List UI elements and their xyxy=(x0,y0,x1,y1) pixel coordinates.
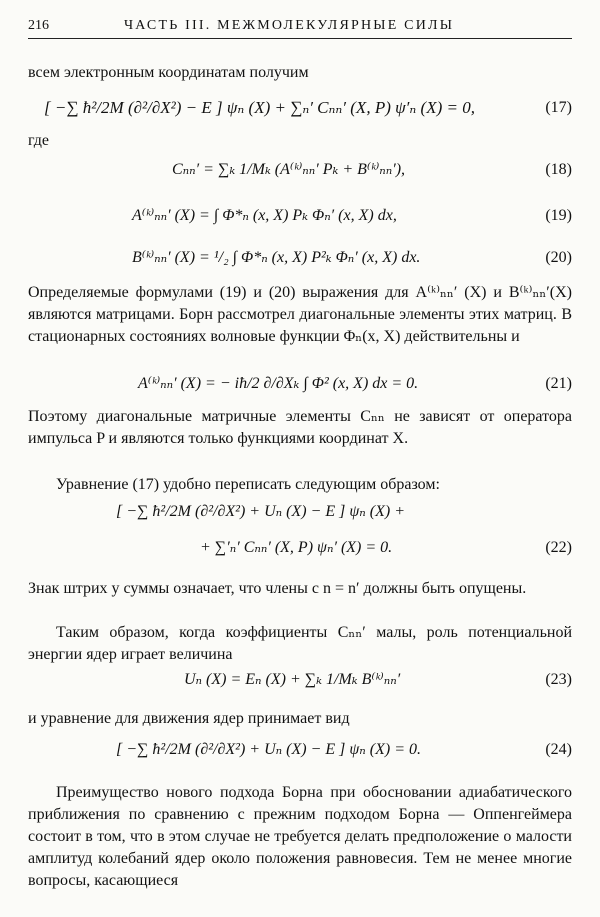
equation-23: Uₙ (X) = Eₙ (X) + ∑ₖ 1/Mₖ B⁽ᵏ⁾ₙₙ′ xyxy=(184,671,401,688)
paragraph-nuclear-motion: и уравнение для движения ядер принимает вид xyxy=(28,710,350,727)
equation-19: A⁽ᵏ⁾ₙₙ′ (X) = ∫ Φ*ₙ (x, X) Pₖ Φₙ′ (x, X) dx, xyxy=(132,207,397,224)
equation-number-17: (17) xyxy=(545,99,572,116)
equation-18: Cₙₙ′ = ∑ₖ 1/Mₖ (A⁽ᵏ⁾ₙₙ′ Pₖ + B⁽ᵏ⁾ₙₙ′), xyxy=(172,161,406,178)
paragraph-rewrite: Уравнение (17) удобно переписать следующим образом: xyxy=(56,476,440,493)
equation-24: [ −∑ ħ²/2M (∂²/∂X²) + Uₙ (X) − E ] ψₙ (X) = 0. xyxy=(116,741,421,758)
equation-22-line-1: [ −∑ ħ²/2M (∂²/∂X²) + Uₙ (X) − E ] ψₙ (X) + xyxy=(116,503,405,520)
paragraph-where: где xyxy=(28,132,50,149)
equation-number-23: (23) xyxy=(545,671,572,688)
equation-number-20: (20) xyxy=(545,249,572,266)
paragraph-diagonal: Поэтому диагональные матричные элементы Cₙₙ не зависят от оператора импульса P и являются только функциями координат X. xyxy=(28,408,572,447)
running-title: ЧАСТЬ III. МЕЖМОЛЕКУЛЯРНЫЕ СИЛЫ xyxy=(124,18,455,33)
page-header xyxy=(28,16,572,39)
equation-number-21: (21) xyxy=(545,375,572,392)
paragraph-prime: Знак штрих у суммы означает, что члены с n = n′ должны быть опущены. xyxy=(28,580,527,597)
paragraph-advantage: Преимущество нового подхода Борна при обосновании адиабатического приближения по сравнению с прежним подходом Борна — Оппенгеймера состоит в том, что в этом случае не требуется делать предположение о малости амплитуд колебаний ядер около положения равновесия. Тем не менее многие вопросы, касающиеся xyxy=(28,784,572,889)
page-number: 216 xyxy=(28,18,49,33)
equation-22-line-2: + ∑′ₙ′ Cₙₙ′ (X, P) ψₙ′ (X) = 0. xyxy=(200,539,393,556)
paragraph-intro: всем электронным координатам получим xyxy=(28,64,309,81)
equation-17: [ −∑ ħ²/2M (∂²/∂X²) − E ] ψₙ (X) + ∑ₙ′ Cₙₙ′ (X, P) ψ′ₙ (X) = 0, xyxy=(44,98,475,117)
equation-21: A⁽ᵏ⁾ₙₙ′ (X) = − iħ/2 ∂/∂Xₖ ∫ Φ² (x, X) dx = 0. xyxy=(138,375,419,392)
equation-number-19: (19) xyxy=(545,207,572,224)
equation-number-24: (24) xyxy=(545,741,572,758)
paragraph-potential: Таким образом, когда коэффициенты Cₙₙ′ малы, роль потенциальной энергии ядер играет величина xyxy=(28,624,572,663)
equation-20: B⁽ᵏ⁾ₙₙ′ (X) = ¹/₂ ∫ Φ*ₙ (x, X) P²ₖ Φₙ′ (x, X) dx. xyxy=(132,249,421,266)
equation-number-22: (22) xyxy=(545,539,572,556)
equation-number-18: (18) xyxy=(545,161,572,178)
paragraph-matrices: Определяемые формулами (19) и (20) выражения для A⁽ᵏ⁾ₙₙ′ (X) и B⁽ᵏ⁾ₙₙ′(X) являются матрицами. Борн рассмотрел диагональные элементы этих матриц. В стационарных состояниях волновые функции Φₙ(x, X) действительны и xyxy=(28,284,572,345)
